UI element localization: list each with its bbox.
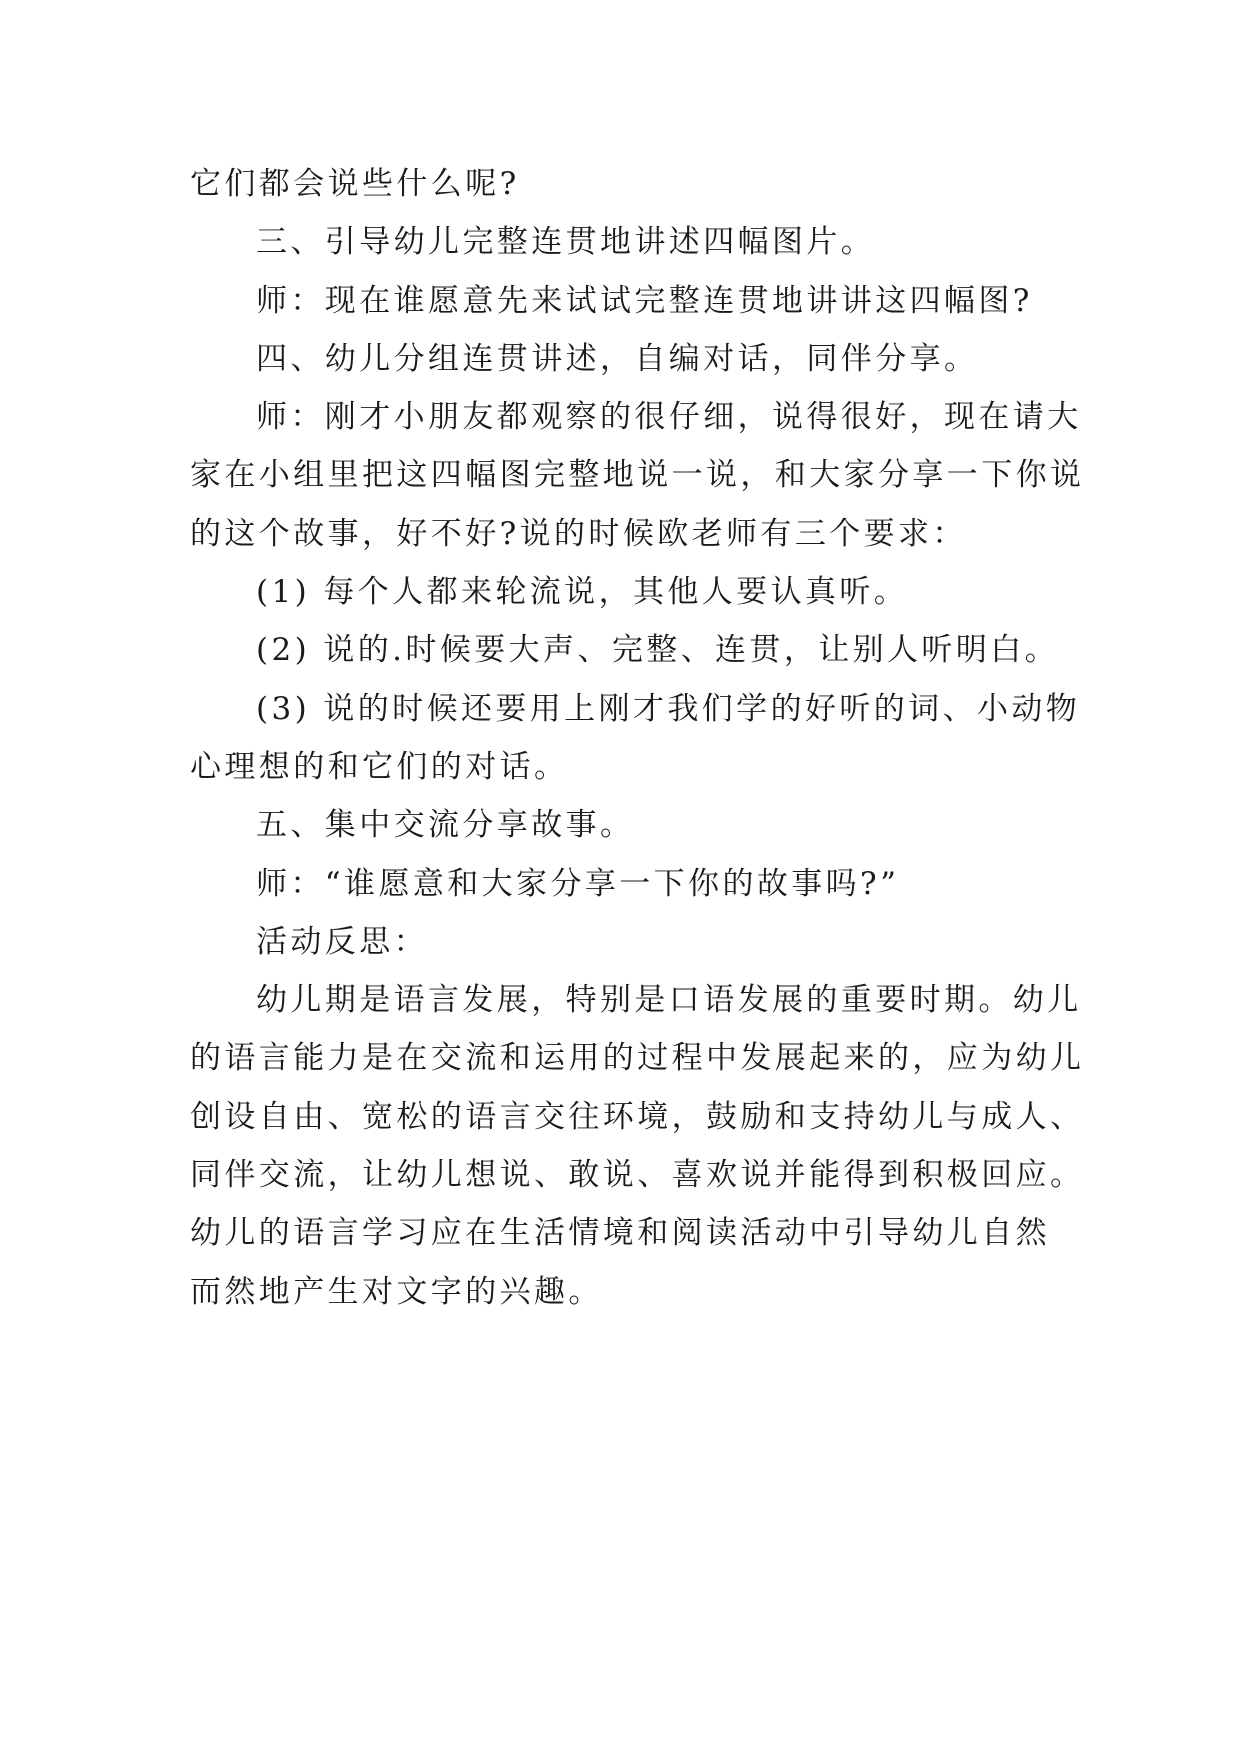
text-line: 的这个故事，好不好?说的时候欧老师有三个要求： — [190, 515, 967, 552]
document-body — [190, 155, 1085, 1321]
requirement-item-3: (3) 说的时候还要用上刚才我们学的好听的词、小动物 — [256, 690, 1081, 727]
requirement-item-1: (1) 每个人都来轮流说，其他人要认真听。 — [256, 574, 909, 611]
reflection-paragraph-line: 幼儿期是语言发展，特别是口语发展的重要时期。幼儿 — [256, 982, 1082, 1019]
teacher-line: 师：现在谁愿意先来试试完整连贯地讲讲这四幅图? — [256, 282, 1033, 319]
section-heading-3: 三、引导幼儿完整连贯地讲述四幅图片。 — [256, 224, 876, 261]
reflection-paragraph-line: 而然地产生对文字的兴趣。 — [190, 1273, 603, 1310]
requirement-item-2: (2) 说的.时候要大声、完整、连贯，让别人听明白。 — [256, 632, 1060, 669]
reflection-paragraph-line: 幼儿的语言学习应在生活情境和阅读活动中引导幼儿自然 — [190, 1215, 1050, 1252]
section-heading-4: 四、幼儿分组连贯讲述，自编对话，同伴分享。 — [256, 340, 979, 377]
text-line: 心理想的和它们的对话。 — [190, 748, 569, 785]
text-line: 家在小组里把这四幅图完整地说一说，和大家分享一下你说 — [190, 457, 1085, 494]
teacher-line: 师：刚才小朋友都观察的很仔细，说得很好，现在请大 — [256, 399, 1082, 436]
reflection-paragraph-line: 同伴交流，让幼儿想说、敢说、喜欢说并能得到积极回应。 — [190, 1157, 1085, 1194]
reflection-heading: 活动反思： — [256, 923, 428, 960]
section-heading-5: 五、集中交流分享故事。 — [256, 807, 635, 844]
text-line: 它们都会说些什么呢? — [190, 166, 520, 202]
reflection-paragraph-line: 的语言能力是在交流和运用的过程中发展起来的，应为幼儿 — [190, 1040, 1085, 1077]
reflection-paragraph-line: 创设自由、宽松的语言交往环境，鼓励和支持幼儿与成人、 — [190, 1098, 1085, 1135]
teacher-line: 师：“谁愿意和大家分享一下你的故事吗?” — [256, 865, 900, 902]
